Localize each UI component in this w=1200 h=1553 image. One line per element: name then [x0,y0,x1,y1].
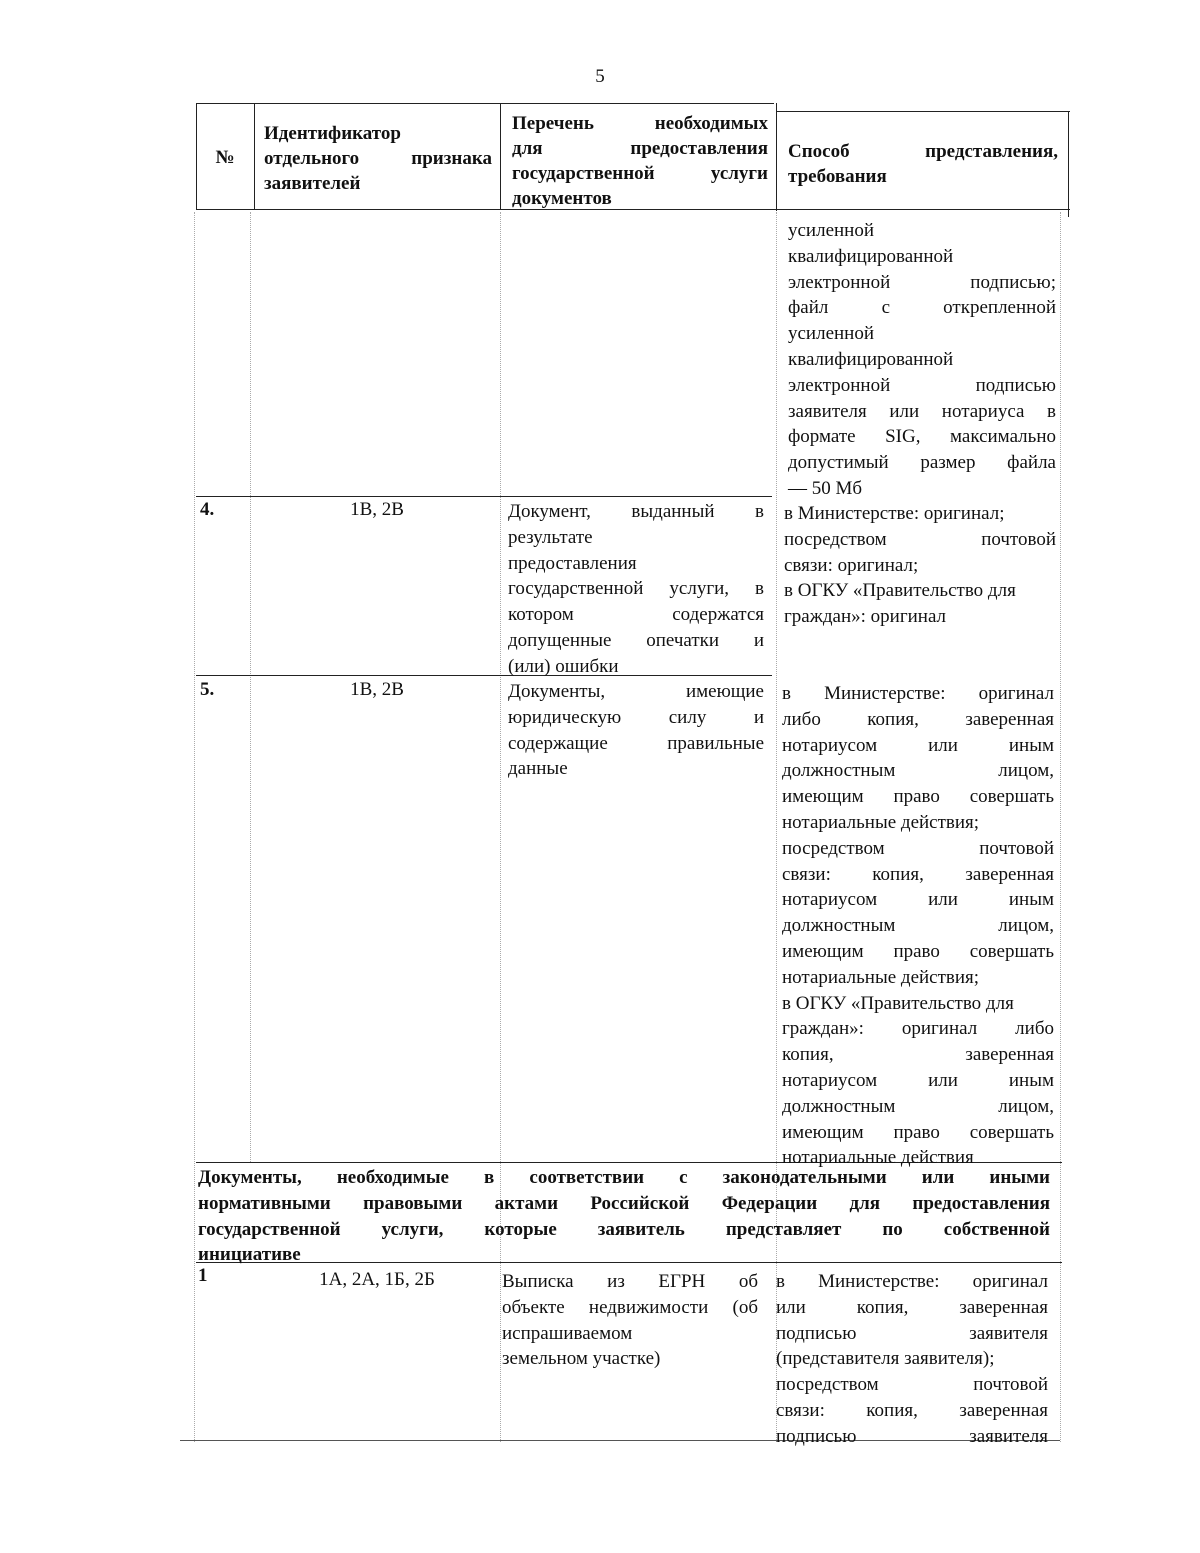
row5-document: Документы, имеющие юридическую силу и содержащие правильные данные [508,681,764,780]
row1b-method: в Министерстве: оригинал или копия, заверенная подписью заявителя (представителя заявителя); посредством почтовой связи: копия, заверенная подписью заявителя [776,1271,1048,1447]
cont-method-cell: усиленной квалифицированной электронной подписью; файл с открепленной усиленной квалифицированной электронной подписью заявителя или нотариуса в формате SIG, максимально допустимый размер файла — 50 Мб [788,220,1056,499]
header-divider-2 [500,103,501,209]
row4-number: 4. [200,499,215,520]
header-number: № [215,147,235,168]
col-guide-1 [250,212,251,1162]
row5-number: 5. [200,679,215,700]
row5-method: в Министерстве: оригинал либо копия, заверенная нотариусом или иным должностным лицом, имеющим право совершать нотариальные действия; посредством почтовой связи: копия, заверенная нотариусом или иным должностным лицом, имеющим право совершать нотариальные действия; в ОГКУ «Правительство для граждан»: оригинал либо копия, заверенная нотариусом или иным должностным лицом, имеющим право совершать нотариальные действия [782,683,1054,1169]
row1b-identifiers: 1А, 2А, 1Б, 2Б [319,1269,435,1290]
col-guide-left [194,212,195,1442]
table-top-border-right [776,111,1070,112]
header-right-border [1068,111,1069,217]
col-guide-right [1060,212,1061,1442]
page-number: 5 [595,66,605,87]
table-top-border [196,103,774,104]
header-documents-list: Перечень необходимых для предоставления государственной услуги документов [512,113,768,209]
row5-identifiers: 1В, 2В [350,679,404,700]
row4-identifiers: 1В, 2В [350,499,404,520]
header-identifier: Идентификатор отдельного признака заявителей [264,123,492,194]
section-heading: Документы, необходимые в соответствии с законодательными или иными нормативными правовыми актами Российской Федерации для предоставления государственной услуги, которые заявитель представляет по собственной инициативе [198,1167,1050,1266]
row1b-document: Выписка из ЕГРН об объекте недвижимости (об испрашиваемом земельном участке) [502,1271,758,1370]
row4-method: в Министерстве: оригинал; посредством почтовой связи: оригинал; в ОГКУ «Правительство для граждан»: оригинал [784,503,1056,628]
header-method: Способ представления, требования [788,141,1058,187]
row4-document: Документ, выданный в результате предоставления государственной услуги, в котором содержатся допущенные опечатки и (или) ошибки [508,501,764,677]
header-divider-1 [254,103,255,209]
header-divider-3 [776,103,777,211]
row1b-number: 1 [198,1265,208,1286]
